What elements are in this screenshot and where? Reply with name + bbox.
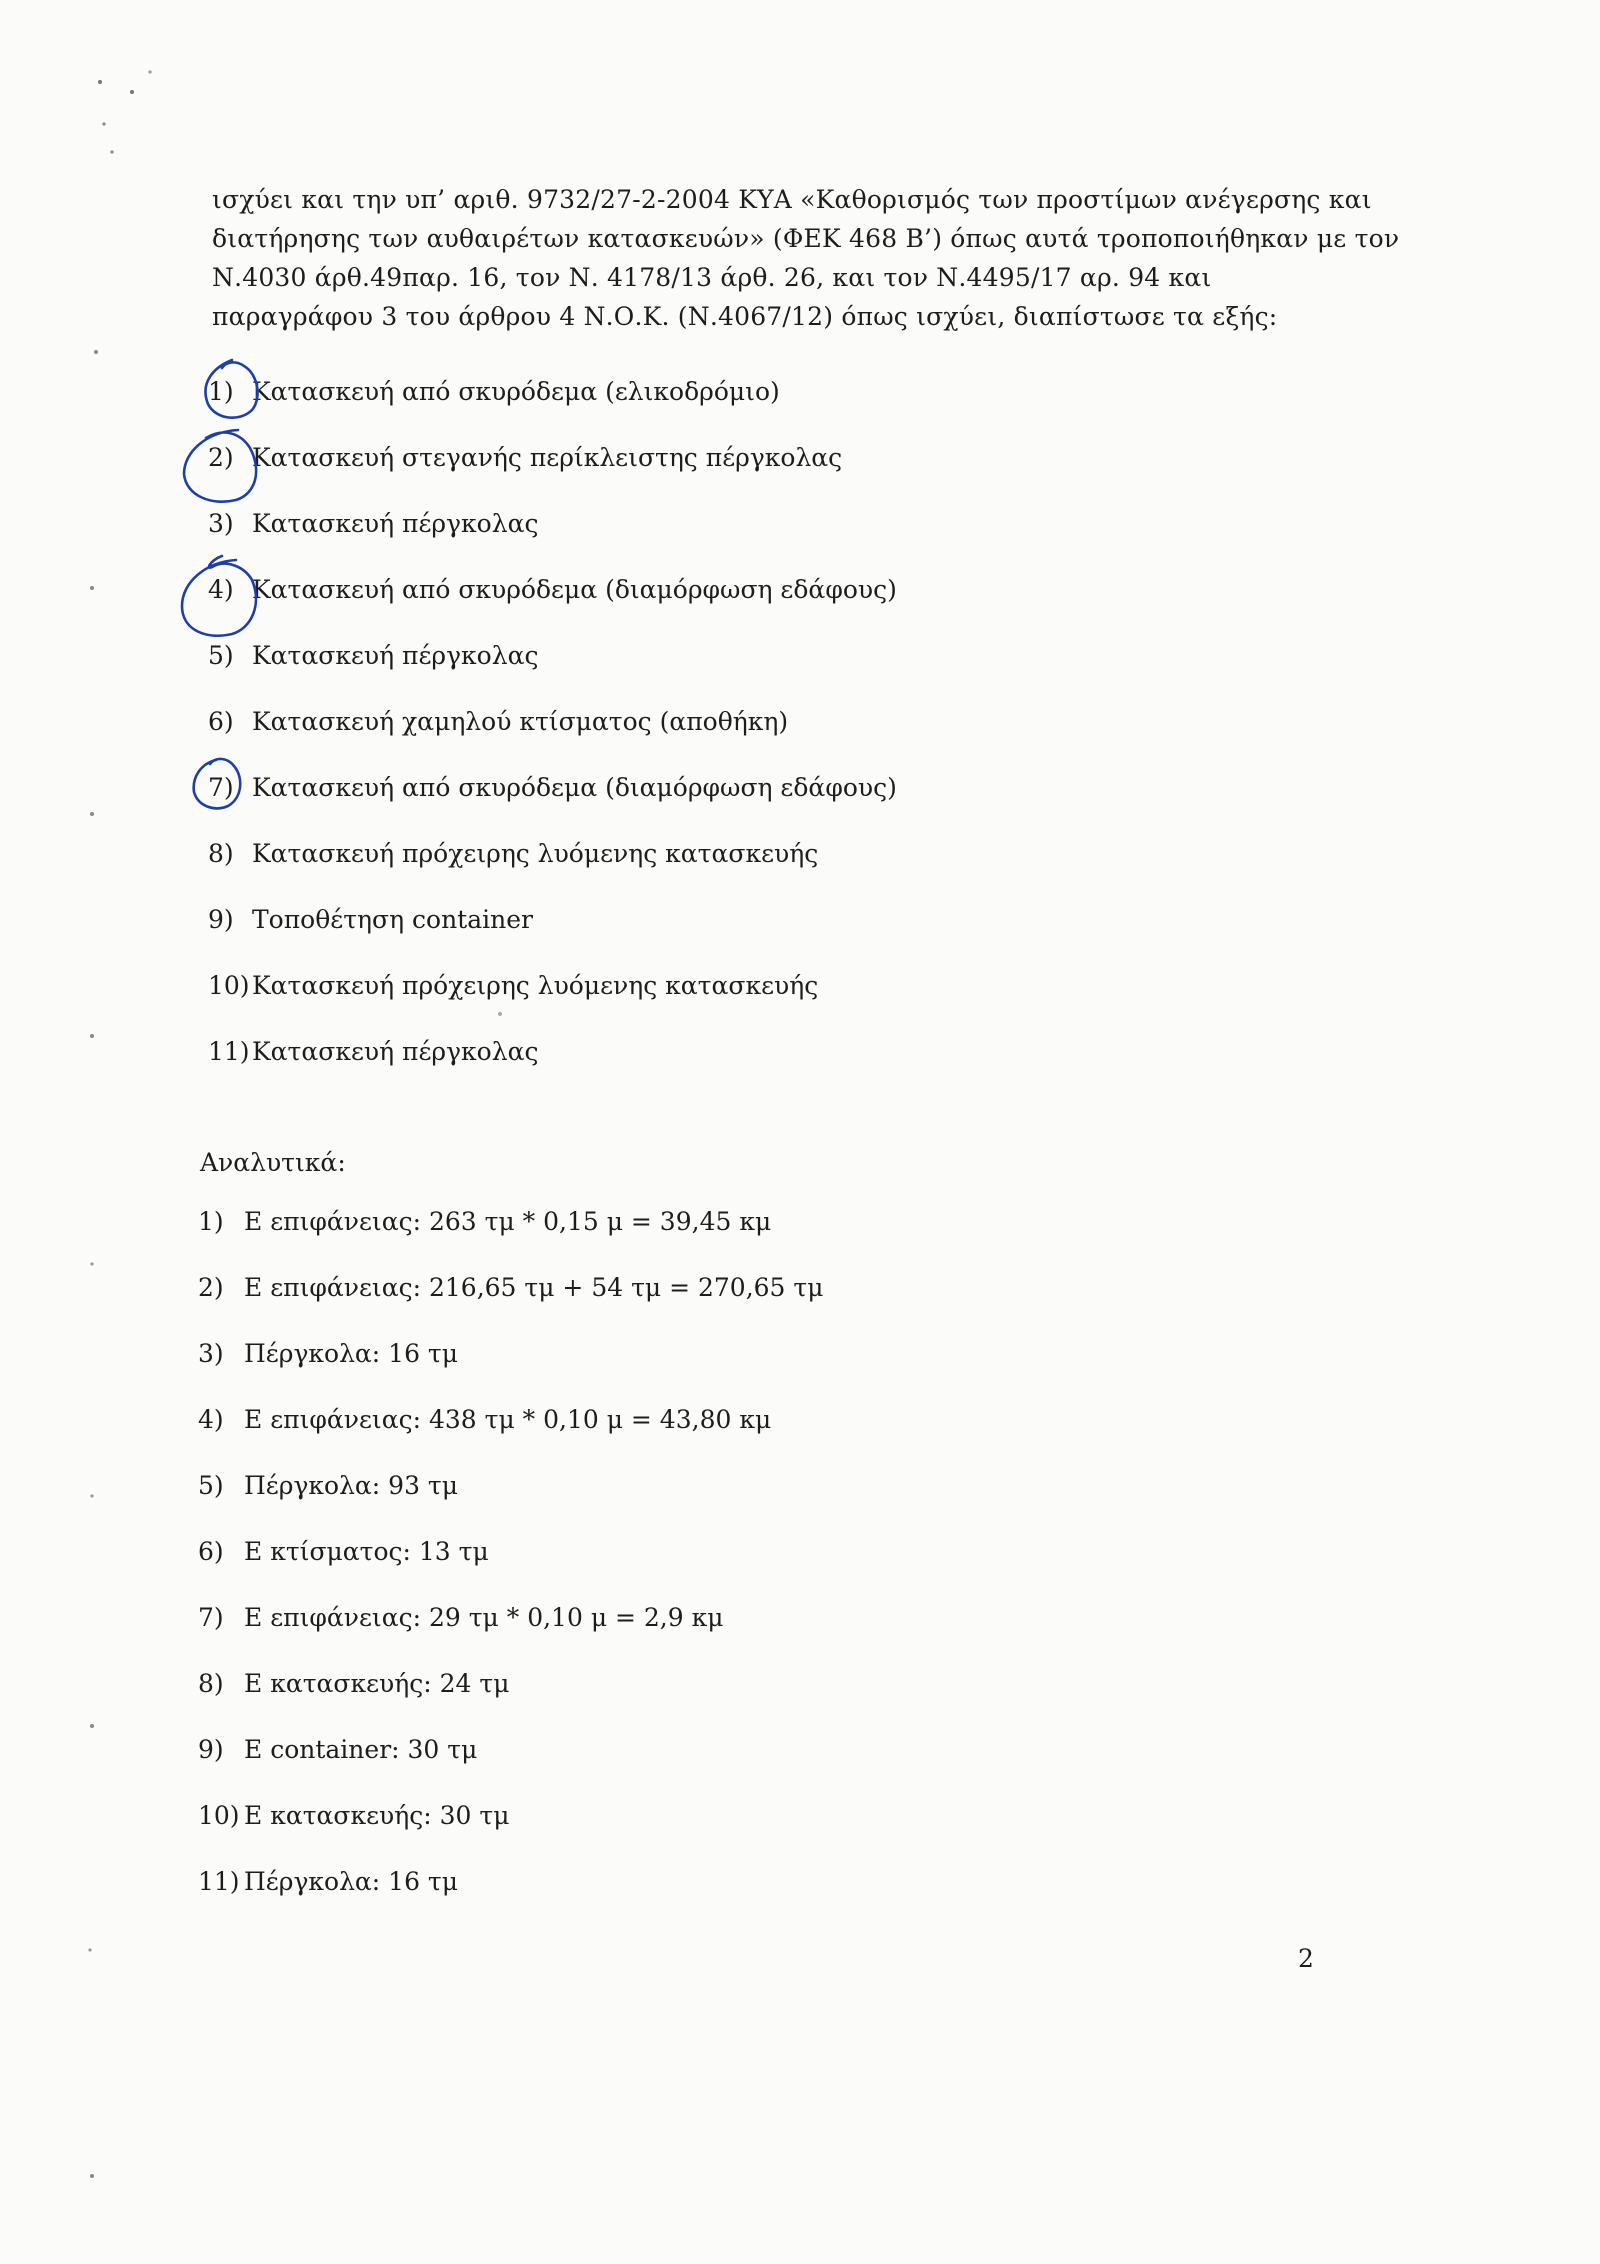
detail-number: 10) bbox=[198, 1801, 240, 1830]
finding-item bbox=[208, 900, 1308, 966]
finding-text: Κατασκευή πέργκολας bbox=[252, 1037, 539, 1066]
detail-number: 4) bbox=[198, 1405, 224, 1434]
details-list bbox=[198, 1202, 1298, 1928]
finding-item bbox=[208, 834, 1308, 900]
detail-number: 8) bbox=[198, 1669, 224, 1698]
detail-item bbox=[198, 1334, 1298, 1400]
intro-paragraph bbox=[212, 180, 1400, 336]
finding-text: Κατασκευή χαμηλού κτίσματος (αποθήκη) bbox=[252, 707, 789, 736]
intro-line: παραγράφου 3 του άρθρου 4 Ν.Ο.Κ. (Ν.4067/12) όπως ισχύει, διαπίστωσε τα εξής: bbox=[212, 302, 1278, 331]
details-title: Αναλυτικά: bbox=[200, 1148, 346, 1177]
detail-text: Ε container: 30 τμ bbox=[244, 1735, 478, 1764]
detail-item bbox=[198, 1664, 1298, 1730]
finding-text: Κατασκευή πρόχειρης λυόμενης κατασκευής bbox=[252, 971, 819, 1000]
intro-line: Ν.4030 άρθ.49παρ. 16, τον Ν. 4178/13 άρθ. 26, και τον Ν.4495/17 αρ. 94 και bbox=[212, 263, 1212, 292]
finding-text: Κατασκευή πέργκολας bbox=[252, 641, 539, 670]
detail-text: Ε κατασκευής: 24 τμ bbox=[244, 1669, 510, 1698]
detail-number: 9) bbox=[198, 1735, 224, 1764]
detail-number: 11) bbox=[198, 1867, 240, 1896]
intro-line: ισχύει και την υπ’ αριθ. 9732/27-2-2004 ΚΥΑ «Καθορισμός των προστίμων ανέγερσης και bbox=[212, 185, 1372, 214]
finding-item bbox=[208, 504, 1308, 570]
detail-text: Ε επιφάνειας: 263 τμ * 0,15 μ = 39,45 κμ bbox=[244, 1207, 772, 1236]
findings-list bbox=[208, 372, 1308, 1098]
detail-item bbox=[198, 1400, 1298, 1466]
finding-number: 9) bbox=[208, 905, 234, 934]
finding-text: Τοποθέτηση container bbox=[252, 905, 533, 934]
finding-item bbox=[208, 636, 1308, 702]
detail-number: 3) bbox=[198, 1339, 224, 1368]
finding-number: 11) bbox=[208, 1037, 250, 1066]
finding-text: Κατασκευή πρόχειρης λυόμενης κατασκευής bbox=[252, 839, 819, 868]
detail-item bbox=[198, 1202, 1298, 1268]
finding-number: 6) bbox=[208, 707, 234, 736]
detail-text: Ε επιφάνειας: 438 τμ * 0,10 μ = 43,80 κμ bbox=[244, 1405, 772, 1434]
detail-number: 5) bbox=[198, 1471, 224, 1500]
finding-number: 4) bbox=[208, 575, 234, 604]
detail-text: Ε κτίσματος: 13 τμ bbox=[244, 1537, 489, 1566]
finding-number: 5) bbox=[208, 641, 234, 670]
finding-item bbox=[208, 438, 1308, 504]
finding-item bbox=[208, 966, 1308, 1032]
finding-item bbox=[208, 768, 1308, 834]
finding-number: 3) bbox=[208, 509, 234, 538]
detail-item bbox=[198, 1268, 1298, 1334]
detail-text: Πέργκολα: 16 τμ bbox=[244, 1339, 459, 1368]
intro-line: διατήρησης των αυθαιρέτων κατασκευών» (ΦΕΚ 468 Β’) όπως αυτά τροποποιήθηκαν με τον bbox=[212, 224, 1400, 253]
detail-text: Πέργκολα: 93 τμ bbox=[244, 1471, 459, 1500]
detail-number: 7) bbox=[198, 1603, 224, 1632]
finding-number: 10) bbox=[208, 971, 250, 1000]
finding-number: 8) bbox=[208, 839, 234, 868]
detail-text: Ε επιφάνειας: 29 τμ * 0,10 μ = 2,9 κμ bbox=[244, 1603, 724, 1632]
finding-text: Κατασκευή από σκυρόδεμα (διαμόρφωση εδάφους) bbox=[252, 575, 897, 604]
detail-number: 6) bbox=[198, 1537, 224, 1566]
detail-text: Πέργκολα: 16 τμ bbox=[244, 1867, 459, 1896]
finding-text: Κατασκευή στεγανής περίκλειστης πέργκολας bbox=[252, 443, 843, 472]
finding-item bbox=[208, 372, 1308, 438]
detail-text: Ε κατασκευής: 30 τμ bbox=[244, 1801, 510, 1830]
detail-item bbox=[198, 1730, 1298, 1796]
detail-text: Ε επιφάνειας: 216,65 τμ + 54 τμ = 270,65 τμ bbox=[244, 1273, 824, 1302]
detail-item bbox=[198, 1466, 1298, 1532]
finding-number: 7) bbox=[208, 773, 234, 802]
finding-item bbox=[208, 1032, 1308, 1098]
finding-number: 2) bbox=[208, 443, 234, 472]
finding-text: Κατασκευή από σκυρόδεμα (ελικοδρόμιο) bbox=[252, 377, 780, 406]
finding-text: Κατασκευή από σκυρόδεμα (διαμόρφωση εδάφους) bbox=[252, 773, 897, 802]
finding-item bbox=[208, 702, 1308, 768]
page-number: 2 bbox=[1298, 1944, 1314, 1973]
finding-text: Κατασκευή πέργκολας bbox=[252, 509, 539, 538]
finding-number: 1) bbox=[208, 377, 234, 406]
detail-item bbox=[198, 1532, 1298, 1598]
detail-item bbox=[198, 1862, 1298, 1928]
detail-item bbox=[198, 1796, 1298, 1862]
detail-number: 2) bbox=[198, 1273, 224, 1302]
detail-number: 1) bbox=[198, 1207, 224, 1236]
detail-item bbox=[198, 1598, 1298, 1664]
finding-item bbox=[208, 570, 1308, 636]
